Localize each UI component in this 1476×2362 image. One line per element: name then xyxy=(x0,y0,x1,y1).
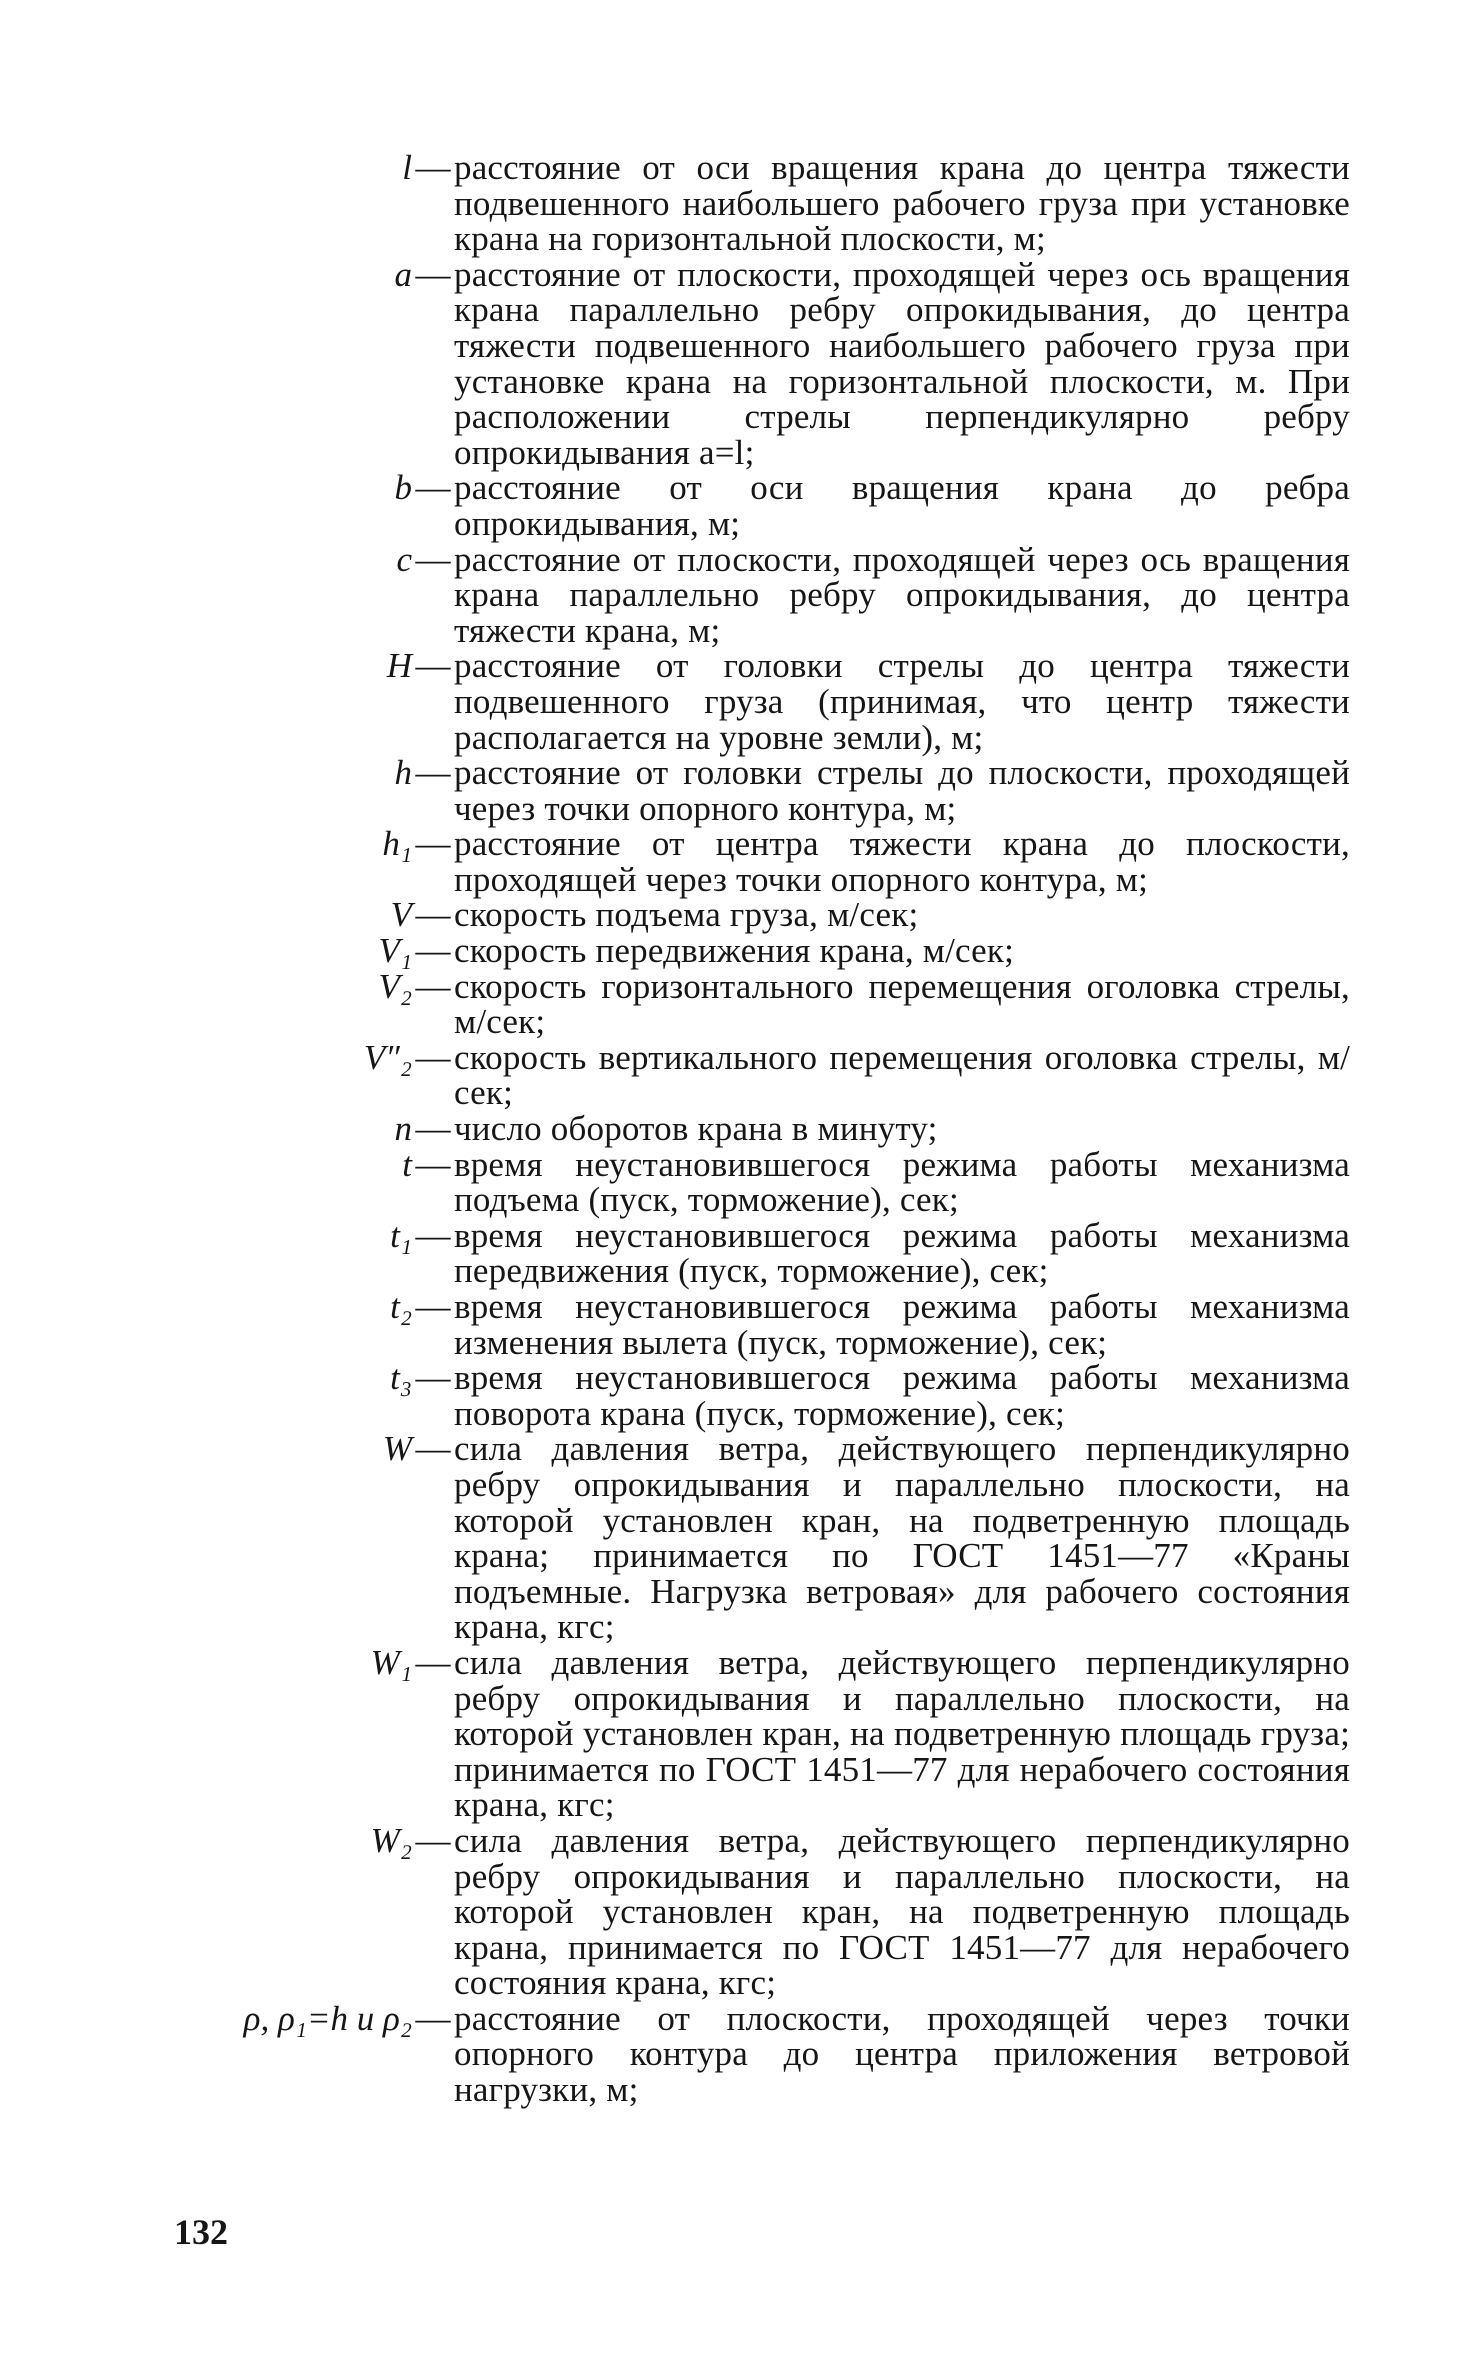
entry-dash: — xyxy=(415,931,451,971)
entry-definition: время неустановившегося режима работы механизма изменения вылета (пуск, торможение), сек; xyxy=(454,1287,1350,1362)
glossary-entry xyxy=(170,933,1350,969)
entry-symbol: V xyxy=(390,895,412,935)
symbol-glossary xyxy=(170,150,1350,2108)
glossary-entry xyxy=(170,1037,1350,1113)
entry-definition: время неустановившегося режима работы механизма поворота крана (пуск, торможение), сек; xyxy=(454,1358,1350,1433)
entry-definition: расстояние от плоскости, проходящей через ось вращения крана параллельно ребру опрокидывания, до центра тяжести подвешенного наибольшего рабочего груза при установке крана на горизонтальной плоскости, м. При расположении стрелы перпендикулярно ребру опрокидывания a=l; xyxy=(454,254,1350,472)
page-number: 132 xyxy=(174,2212,228,2252)
glossary-entry xyxy=(170,648,1350,755)
entry-symbol: b xyxy=(394,468,412,508)
entry-symbol: t xyxy=(402,1144,412,1184)
glossary-entry xyxy=(170,539,1350,650)
entry-symbol: n xyxy=(394,1109,412,1149)
entry-symbol: t₁ xyxy=(390,1215,412,1255)
entry-symbol: W xyxy=(382,1429,412,1469)
glossary-entry xyxy=(170,826,1350,897)
glossary-entry xyxy=(170,1820,1350,2003)
entry-definition: расстояние от оси вращения крана до центра тяжести подвешенного наибольшего рабочего груза при установке крана на горизонтальной плоскости, м; xyxy=(454,148,1350,259)
entry-symbol: l xyxy=(402,148,412,187)
entry-dash: — xyxy=(415,539,451,579)
entry-dash: — xyxy=(415,254,451,294)
glossary-entry xyxy=(170,1998,1350,2110)
glossary-entry xyxy=(170,1360,1350,1431)
entry-dash: — xyxy=(415,824,451,864)
glossary-entry xyxy=(170,470,1350,541)
glossary-entry xyxy=(170,254,1350,472)
entry-definition: расстояние от плоскости, проходящей через точки опорного контура до центра приложения ветровой нагрузки, м; xyxy=(454,1998,1350,2110)
entry-dash: — xyxy=(415,1358,451,1398)
entry-dash: — xyxy=(415,1429,451,1469)
entry-dash: — xyxy=(415,1998,451,2038)
entry-dash: — xyxy=(415,966,451,1006)
entry-dash: — xyxy=(415,646,451,686)
entry-definition: скорость подъема груза, м/сек; xyxy=(454,895,919,935)
glossary-entry xyxy=(170,755,1350,826)
glossary-entry xyxy=(170,1144,1350,1220)
glossary-entry xyxy=(170,1111,1350,1147)
entry-definition: время неустановившегося режима работы механизма подъема (пуск, торможение), сек; xyxy=(454,1144,1350,1220)
glossary-entry xyxy=(170,1215,1350,1291)
glossary-entry xyxy=(170,150,1350,257)
glossary-entry xyxy=(170,1642,1350,1825)
entry-definition: расстояние от плоскости, проходящей через ось вращения крана параллельно ребру опрокидывания, до центра тяжести крана, м; xyxy=(454,539,1350,650)
entry-definition: скорость передвижения крана, м/сек; xyxy=(454,931,1015,971)
entry-dash: — xyxy=(415,753,451,793)
entry-definition: расстояние от оси вращения крана до ребра опрокидывания, м; xyxy=(454,468,1350,543)
entry-dash: — xyxy=(415,1287,451,1326)
entry-symbol: W₂ xyxy=(370,1820,412,1860)
entry-definition: время неустановившегося режима работы механизма передвижения (пуск, торможение), сек; xyxy=(454,1215,1350,1291)
entry-definition: скорость горизонтального перемещения оголовка стрелы, м/сек; xyxy=(454,966,1350,1042)
glossary-entry xyxy=(170,966,1350,1042)
glossary-entry xyxy=(170,897,1350,933)
glossary-entry xyxy=(170,1289,1350,1360)
entry-definition: скорость вертикального перемещения оголовка стрелы, м/сек; xyxy=(454,1037,1350,1113)
entry-dash: — xyxy=(415,895,451,935)
entry-symbol: t₃ xyxy=(390,1358,412,1398)
entry-symbol: V₂ xyxy=(378,966,412,1006)
entry-symbol: W₁ xyxy=(370,1642,412,1682)
entry-definition: расстояние от центра тяжести крана до плоскости, проходящей через точки опорного контура, м; xyxy=(454,824,1350,899)
entry-dash: — xyxy=(415,1215,451,1255)
entry-dash: — xyxy=(415,1820,451,1860)
entry-dash: — xyxy=(415,1037,451,1077)
entry-symbol: h xyxy=(394,753,412,793)
entry-definition: сила давления ветра, действующего перпендикулярно ребру опрокидывания и параллельно плоскости, на которой установлен кран, на подветренную площадь крана, принимается по ГОСТ 1451—77 для нерабочего состояния крана, кгс; xyxy=(454,1820,1350,2003)
entry-definition: сила давления ветра, действующего перпендикулярно ребру опрокидывания и параллельно плоскости, на которой установлен кран, на подветренную площадь груза; принимается по ГОСТ 1451—77 для нерабочего состояния крана, кгс; xyxy=(454,1642,1350,1825)
glossary-entry xyxy=(170,1431,1350,1645)
entry-definition: число оборотов крана в минуту; xyxy=(454,1109,938,1149)
entry-definition: расстояние от головки стрелы до плоскости, проходящей через точки опорного контура, м; xyxy=(454,753,1350,828)
entry-symbol: V″₂ xyxy=(363,1037,412,1077)
entry-definition: расстояние от головки стрелы до центра тяжести подвешенного груза (принимая, что центр тяжести располагается на уровне земли), м; xyxy=(454,646,1350,757)
entry-symbol: t₂ xyxy=(390,1287,412,1326)
entry-dash: — xyxy=(415,148,451,187)
entry-symbol: a xyxy=(394,254,412,294)
entry-symbol: h₁ xyxy=(382,824,412,864)
entry-symbol: H xyxy=(386,646,412,686)
entry-dash: — xyxy=(415,1642,451,1682)
entry-symbol: ρ, ρ₁=h и ρ₂ xyxy=(243,1998,412,2038)
entry-dash: — xyxy=(415,468,451,508)
entry-symbol: V₁ xyxy=(378,931,412,971)
entry-dash: — xyxy=(415,1144,451,1184)
entry-dash: — xyxy=(415,1109,451,1149)
entry-definition: сила давления ветра, действующего перпендикулярно ребру опрокидывания и параллельно плоскости, на которой установлен кран, на подветренную площадь крана; принимается по ГОСТ 1451—77 «Краны подъемные. Нагрузка ветровая» для рабочего состояния крана, кгс; xyxy=(454,1429,1350,1647)
entry-symbol: c xyxy=(396,539,412,579)
